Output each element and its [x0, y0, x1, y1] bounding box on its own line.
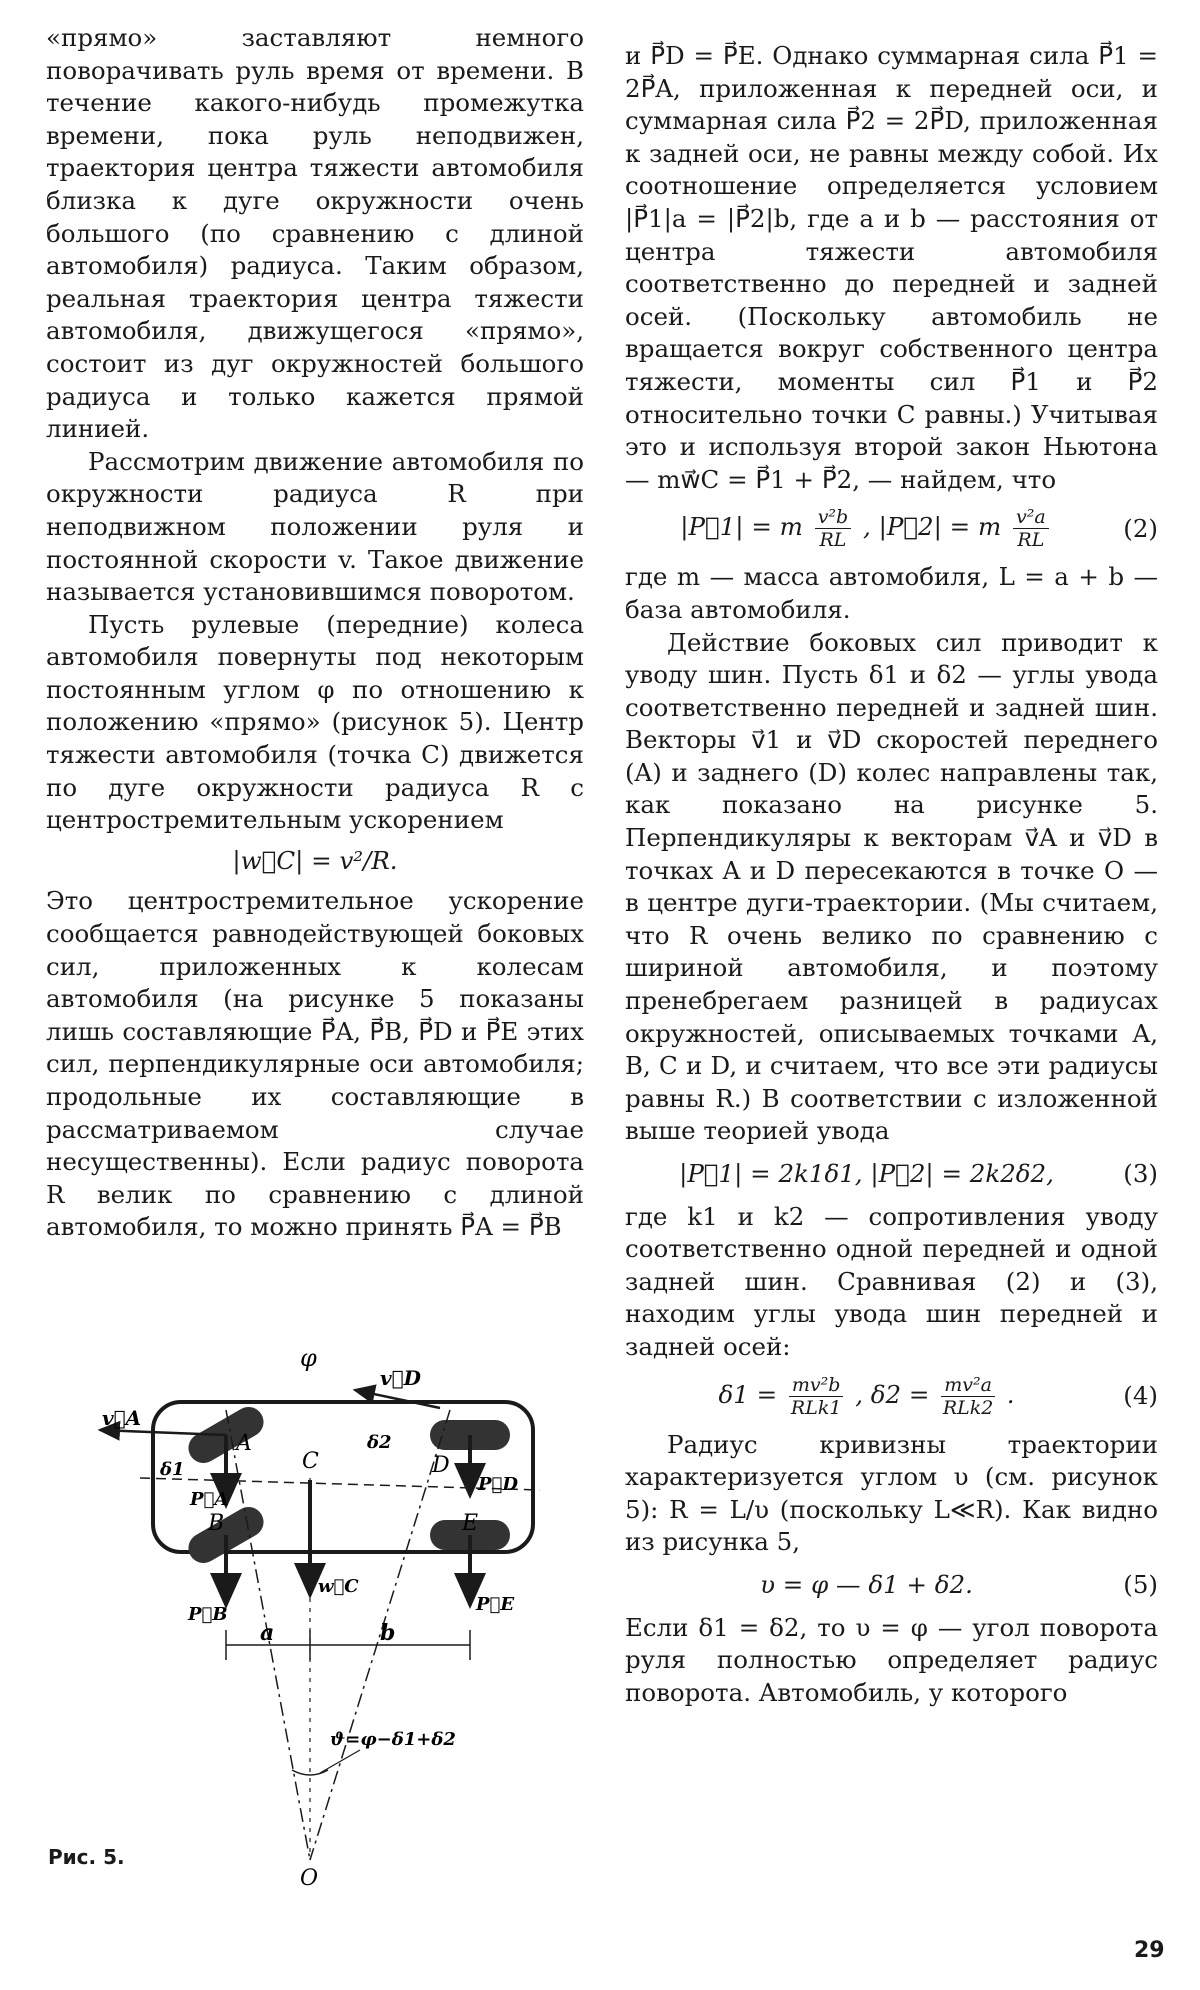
car-turn-diagram — [60, 1330, 540, 1890]
label-b-dim: b — [380, 1620, 396, 1646]
label-a-point: A — [236, 1431, 252, 1456]
label-pd: P⃗D — [478, 1474, 518, 1495]
formula-5: υ = φ — δ1 + δ2. (5) — [625, 1569, 1158, 1602]
formula-3: |P⃗1| = 2k1δ1, |P⃗2| = 2k2δ2, (3) — [625, 1158, 1158, 1191]
label-b-point: B — [208, 1511, 225, 1536]
paragraph: Действие боковых сил приводит к уводу шин. Пусть δ1 и δ2 — углы увода соответственно передней и задней шин. Векторы v⃗1 и v⃗D скоростей переднего (A) и заднего (D) колес направлены так, как показано на рисунке 5. Перпендикуляры к векторам v⃗A и v⃗D в точках A и D пересекаются в точке O — в центре дуги-траектории. (Мы считаем, что R очень велико по сравнению с шириной автомобиля, и поэтому пренебрегаем разницей в радиусах окружностей, описываемых точками A, B, C и D, и считаем, что все эти радиусы равны R.) В соответствии с изложенной выше теорией увода — [625, 627, 1158, 1146]
label-o-point: O — [300, 1866, 319, 1890]
equation-number: (5) — [1123, 1569, 1158, 1599]
label-wc: w⃗C — [318, 1576, 359, 1597]
equation-number: (2) — [1123, 513, 1158, 543]
label-a-dim: a — [260, 1620, 275, 1646]
label-pe: P⃗E — [476, 1594, 515, 1615]
equation-number: (4) — [1123, 1380, 1158, 1410]
label-vd: v⃗D — [380, 1366, 421, 1390]
right-column — [625, 40, 1158, 1709]
paragraph: Это центростремительное ускорение сообщается равнодействующей боковых сил, приложенных к колесам автомобиля (на рисунке 5 показаны лишь составляющие P⃗A, P⃗B, P⃗D и P⃗E этих сил, перпендикулярные оси автомобиля; продольные их составляющие в рассматриваемом случае несущественны). Если радиус поворота R велик по сравнению с длиной автомобиля, то можно принять P⃗A = P⃗B — [46, 886, 584, 1242]
paragraph: Радиус кривизны траектории характеризуется углом υ (см. рисунок 5): R = L/υ (поскольку L≪R). Как видно из рисунка 5, — [625, 1429, 1158, 1557]
label-theta: ϑ=φ−δ1+δ2 — [330, 1729, 456, 1750]
velocity-d-arrow — [355, 1390, 440, 1408]
paragraph: Пусть рулевые (передние) колеса автомобиля повернуты под некоторым постоянным углом φ по отношению к положению «прямо» (рисунок 5). Центр тяжести автомобиля (точка C) движется по дуге окружности радиуса R с центростремительным ускорением — [46, 609, 584, 835]
paragraph: Рассмотрим движение автомобиля по окружности радиуса R при неподвижном положении руля и постоянной скорости v. Такое движение называется установившимся поворотом. — [46, 446, 584, 607]
label-pa: P⃗A — [190, 1489, 229, 1510]
label-phi: φ — [300, 1344, 317, 1372]
paragraph: Если δ1 = δ2, то υ = φ — угол поворота руля полностью определяет радиус поворота. Автомобиль, у которого — [625, 1612, 1158, 1707]
equation-number: (3) — [1123, 1159, 1158, 1188]
page-number: 29 — [1134, 1938, 1165, 1963]
figure-caption: Рис. 5. — [48, 1845, 125, 1869]
label-va: v⃗A — [102, 1406, 142, 1430]
paragraph: где m — масса автомобиля, L = a + b — база автомобиля. — [625, 562, 1158, 624]
left-column — [46, 22, 584, 1244]
label-delta1: δ1 — [160, 1459, 185, 1480]
paragraph: и P⃗D = P⃗E. Однако суммарная сила P⃗1 = 2P⃗A, приложенная к передней оси, и суммарная сила P⃗2 = 2P⃗D, приложенная к задней оси, не равны между собой. Их соотношение определяется условием |P⃗1|a = |P⃗2|b, где a и b — расстояния от центра тяжести автомобиля соответственно до передней и задней осей. (Поскольку автомобиль не вращается вокруг собственного центра тяжести, моменты сил P⃗1 и P⃗2 относительно точки C равны.) Учитывая это и используя второй закон Ньютона — mw⃗C = P⃗1 + P⃗2, — найдем, что — [625, 41, 1158, 494]
label-delta2: δ2 — [367, 1432, 392, 1453]
paragraph: где k1 и k2 — сопротивления уводу соответственно одной передней и одной задней шин. Сравнивая (2) и (3), находим углы увода шин передней и задней осей: — [625, 1201, 1158, 1361]
label-c-point: C — [302, 1449, 319, 1474]
formula-4: δ1 = $\frac{\text{mv²b}}{\text{RLk1}}$ , δ2 = $\frac{\text{mv²a}}{\text{RLk2}}$ . (4) — [718, 1373, 1158, 1419]
label-e-point: E — [462, 1511, 479, 1536]
paragraph: «прямо» заставляют немного поворачивать руль время от времени. В течение какого-нибудь промежутка времени, пока руль неподвижен, траектория центра тяжести автомобиля близка к дуге окружности очень большого (по сравнению с длиной автомобиля) радиуса. Таким образом, реальная траектория центра тяжести автомобиля, движущегося «прямо», состоит из дуг окружностей большого радиуса и только кажется прямой линией. — [46, 23, 584, 444]
label-d-point: D — [432, 1453, 450, 1478]
formula-2: |P⃗1| = m $\frac{\text{v²b}}{RL}$ , |P⃗2| = m $\frac{\text{v²a}}{RL}$ (2) — [680, 506, 1158, 552]
label-pb: P⃗B — [188, 1604, 228, 1625]
formula-1: |w⃗C| = v²/R. — [232, 845, 398, 875]
